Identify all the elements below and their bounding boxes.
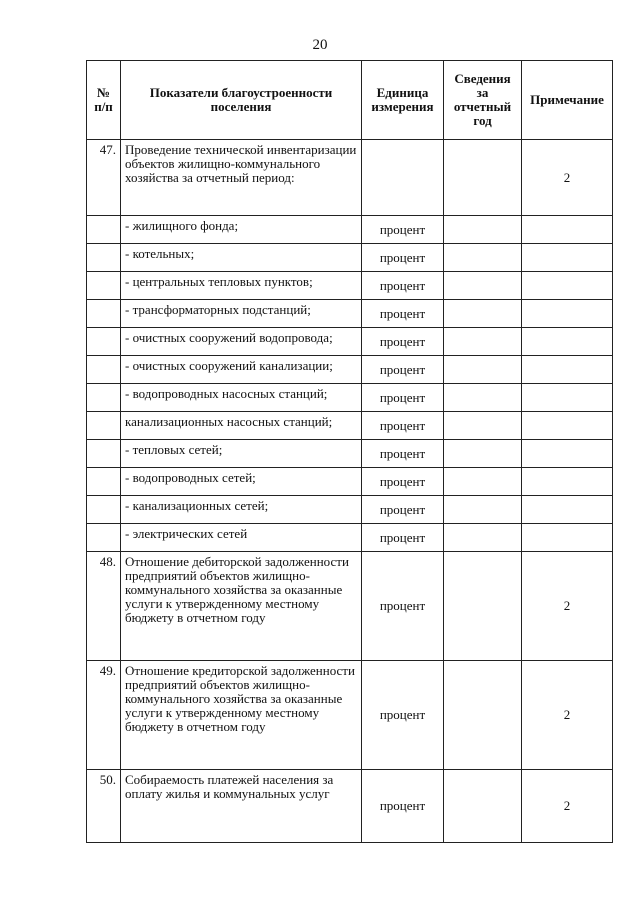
row-unit: процент bbox=[362, 440, 444, 468]
row-unit: процент bbox=[362, 272, 444, 300]
row-note bbox=[522, 216, 613, 244]
table-row bbox=[87, 384, 613, 412]
row-num bbox=[87, 496, 121, 524]
row-num: 49. bbox=[87, 661, 121, 770]
row-note bbox=[522, 496, 613, 524]
header-unit: Единица измерения bbox=[362, 61, 444, 140]
row-data bbox=[444, 244, 522, 272]
header-num: № п/п bbox=[87, 61, 121, 140]
row-num bbox=[87, 440, 121, 468]
header-note: Примечание bbox=[522, 61, 613, 140]
row-unit: процент bbox=[362, 328, 444, 356]
row-data bbox=[444, 661, 522, 770]
row-unit: процент bbox=[362, 468, 444, 496]
row-data bbox=[444, 140, 522, 216]
row-name: Собираемость платежей населения за оплату жилья и коммунальных услуг bbox=[121, 770, 362, 843]
row-data bbox=[444, 412, 522, 440]
row-name: - котельных; bbox=[121, 244, 362, 272]
row-num bbox=[87, 384, 121, 412]
row-data bbox=[444, 440, 522, 468]
row-note bbox=[522, 384, 613, 412]
row-data bbox=[444, 216, 522, 244]
row-num bbox=[87, 524, 121, 552]
row-name: канализационных насосных станций; bbox=[121, 412, 362, 440]
table-row bbox=[87, 468, 613, 496]
row-num bbox=[87, 216, 121, 244]
row-note bbox=[522, 468, 613, 496]
row-num bbox=[87, 328, 121, 356]
row-unit: процент bbox=[362, 356, 444, 384]
row-note bbox=[522, 440, 613, 468]
row-num: 50. bbox=[87, 770, 121, 843]
table-row bbox=[87, 244, 613, 272]
row-name: Отношение дебиторской задолженности предприятий объектов жилищно-коммунального хозяйства за оказанные услуги к утвержденному местному бюджету в отчетном году bbox=[121, 552, 362, 661]
row-unit: процент bbox=[362, 384, 444, 412]
row-name: - тепловых сетей; bbox=[121, 440, 362, 468]
row-note bbox=[522, 356, 613, 384]
table-row bbox=[87, 272, 613, 300]
row-num bbox=[87, 244, 121, 272]
row-unit: процент bbox=[362, 770, 444, 843]
table-row bbox=[87, 140, 613, 216]
row-data bbox=[444, 524, 522, 552]
table-row bbox=[87, 661, 613, 770]
row-unit bbox=[362, 140, 444, 216]
table-row bbox=[87, 496, 613, 524]
row-unit: процент bbox=[362, 496, 444, 524]
row-data bbox=[444, 496, 522, 524]
row-note bbox=[522, 412, 613, 440]
row-data bbox=[444, 468, 522, 496]
table-row bbox=[87, 328, 613, 356]
header-indicator: Показатели благоустроенности поселения bbox=[121, 61, 362, 140]
row-unit: процент bbox=[362, 412, 444, 440]
row-note: 2 bbox=[522, 140, 613, 216]
table-row bbox=[87, 440, 613, 468]
row-name: - очистных сооружений водопровода; bbox=[121, 328, 362, 356]
row-num bbox=[87, 272, 121, 300]
row-data bbox=[444, 384, 522, 412]
row-num bbox=[87, 300, 121, 328]
row-unit: процент bbox=[362, 300, 444, 328]
table-row bbox=[87, 524, 613, 552]
row-num: 47. bbox=[87, 140, 121, 216]
row-name: - водопроводных насосных станций; bbox=[121, 384, 362, 412]
row-name: - жилищного фонда; bbox=[121, 216, 362, 244]
row-num bbox=[87, 356, 121, 384]
row-name: - водопроводных сетей; bbox=[121, 468, 362, 496]
row-data bbox=[444, 328, 522, 356]
row-name: - электрических сетей bbox=[121, 524, 362, 552]
row-data bbox=[444, 552, 522, 661]
table-row bbox=[87, 356, 613, 384]
row-unit: процент bbox=[362, 524, 444, 552]
row-note: 2 bbox=[522, 770, 613, 843]
row-name: - центральных тепловых пунктов; bbox=[121, 272, 362, 300]
row-note: 2 bbox=[522, 661, 613, 770]
row-note bbox=[522, 272, 613, 300]
row-data bbox=[444, 300, 522, 328]
row-unit: процент bbox=[362, 661, 444, 770]
row-name: - очистных сооружений канализации; bbox=[121, 356, 362, 384]
row-num: 48. bbox=[87, 552, 121, 661]
header-data: Сведения за отчетный год bbox=[444, 61, 522, 140]
row-data bbox=[444, 356, 522, 384]
row-data bbox=[444, 272, 522, 300]
row-name: Отношение кредиторской задолженности предприятий объектов жилищно-коммунального хозяйства за оказанные услуги к утвержденному местному бюджету в отчетном году bbox=[121, 661, 362, 770]
row-note bbox=[522, 300, 613, 328]
row-data bbox=[444, 770, 522, 843]
row-name: - трансформаторных подстанций; bbox=[121, 300, 362, 328]
table-row bbox=[87, 412, 613, 440]
row-unit: процент bbox=[362, 552, 444, 661]
table-row bbox=[87, 216, 613, 244]
table-row bbox=[87, 552, 613, 661]
row-note: 2 bbox=[522, 552, 613, 661]
page-number: 20 bbox=[312, 37, 328, 53]
row-num bbox=[87, 412, 121, 440]
table-row bbox=[87, 770, 613, 843]
table-row bbox=[87, 300, 613, 328]
row-num bbox=[87, 468, 121, 496]
row-note bbox=[522, 524, 613, 552]
row-name: Проведение технической инвентаризации объектов жилищно-коммунального хозяйства за отчетный период: bbox=[121, 140, 362, 216]
row-note bbox=[522, 328, 613, 356]
row-note bbox=[522, 244, 613, 272]
row-unit: процент bbox=[362, 216, 444, 244]
row-name: - канализационных сетей; bbox=[121, 496, 362, 524]
table-header-row bbox=[87, 61, 613, 140]
row-unit: процент bbox=[362, 244, 444, 272]
indicators-table bbox=[86, 60, 613, 843]
